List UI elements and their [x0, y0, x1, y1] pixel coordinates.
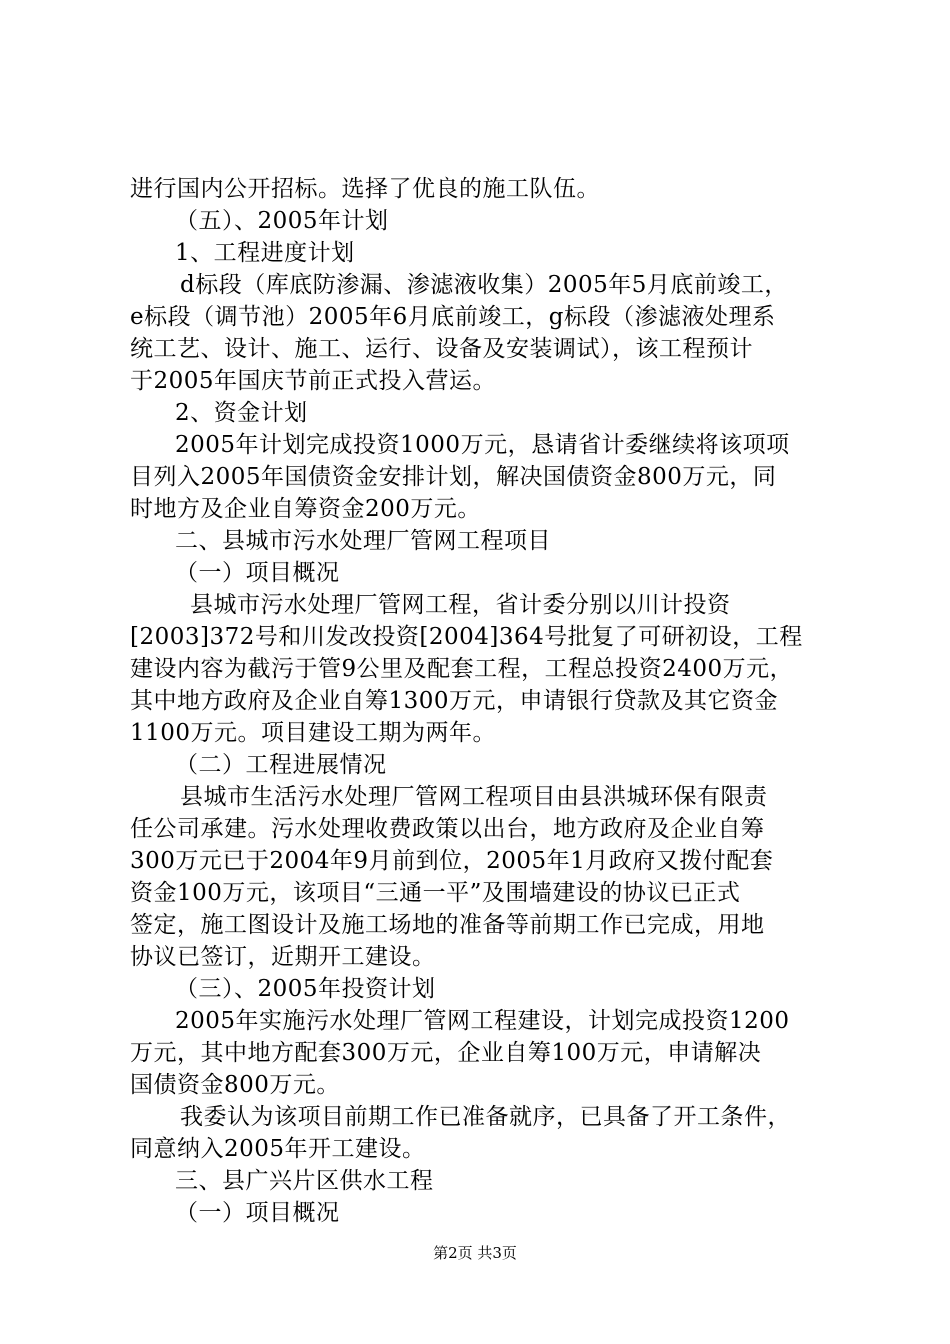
text-line: 协议已签订，近期开工建设。	[130, 944, 436, 970]
text-line: 于2005年国庆节前正式投入营运。	[130, 368, 497, 394]
text-line: 万元，其中地方配套300万元，企业自筹100万元，申请解决	[130, 1040, 762, 1066]
text-line: 目列入2005年国债资金安排计划，解决国债资金800万元，同	[130, 464, 777, 490]
text-line: 2005年实施污水处理厂管网工程建设，计划完成投资1200	[175, 1008, 790, 1034]
text-line: 县城市污水处理厂管网工程，省计委分别以川计投资	[190, 592, 731, 618]
text-line: 我委认为该项目前期工作已准备就序，已具备了开工条件，	[180, 1104, 791, 1130]
section-heading: （五）、2005年计划	[175, 208, 389, 234]
text-line: 签定，施工图设计及施工场地的准备等前期工作已完成，用地	[130, 912, 765, 938]
subsection-heading: 2、资金计划	[175, 400, 308, 426]
text-line: 建设内容为截污于管9公里及配套工程，工程总投资2400万元，	[130, 656, 794, 682]
subsection-heading: （二）工程进展情况	[175, 752, 387, 778]
text-line: 县城市生活污水处理厂管网工程项目由县洪城环保有限责	[180, 784, 768, 810]
text-line: 进行国内公开招标。选择了优良的施工队伍。	[130, 176, 600, 202]
section-heading: 二、县城市污水处理厂管网工程项目	[175, 528, 551, 554]
subsection-heading: （三）、2005年投资计划	[175, 976, 436, 1002]
text-line: 300万元已于2004年9月前到位，2005年1月政府又拨付配套	[130, 848, 774, 874]
text-line: 资金100万元，该项目“三通一平”及围墙建设的协议已正式	[130, 880, 741, 906]
text-line: 任公司承建。污水处理收费政策以出台，地方政府及企业自筹	[130, 816, 765, 842]
text-line: 时地方及企业自筹资金200万元。	[130, 496, 481, 522]
text-line: 其中地方政府及企业自筹1300万元，申请银行贷款及其它资金	[130, 688, 779, 714]
text-line: e标段（调节池）2005年6月底前竣工，g标段（渗滤液处理系	[130, 304, 776, 330]
page-number-footer: 第2页 共3页	[433, 1244, 517, 1262]
text-line: d标段（库底防渗漏、渗滤液收集）2005年5月底前竣工，	[180, 272, 788, 298]
text-line: 同意纳入2005年开工建设。	[130, 1136, 426, 1162]
text-line: 2005年计划完成投资1000万元，恳请省计委继续将该项项	[175, 432, 790, 458]
subsection-heading: 1、工程进度计划	[175, 240, 355, 266]
text-line: 国债资金800万元。	[130, 1072, 340, 1098]
text-line: 统工艺、设计、施工、运行、设备及安装调试），该工程预计	[130, 336, 753, 362]
section-heading: 三、县广兴片区供水工程	[175, 1168, 434, 1194]
text-line: [2003]372号和川发改投资[2004]364号批复了可研初设，工程	[130, 624, 803, 650]
subsection-heading: （一）项目概况	[175, 560, 340, 586]
text-line: 1100万元。项目建设工期为两年。	[130, 720, 497, 746]
subsection-heading: （一）项目概况	[175, 1200, 340, 1226]
